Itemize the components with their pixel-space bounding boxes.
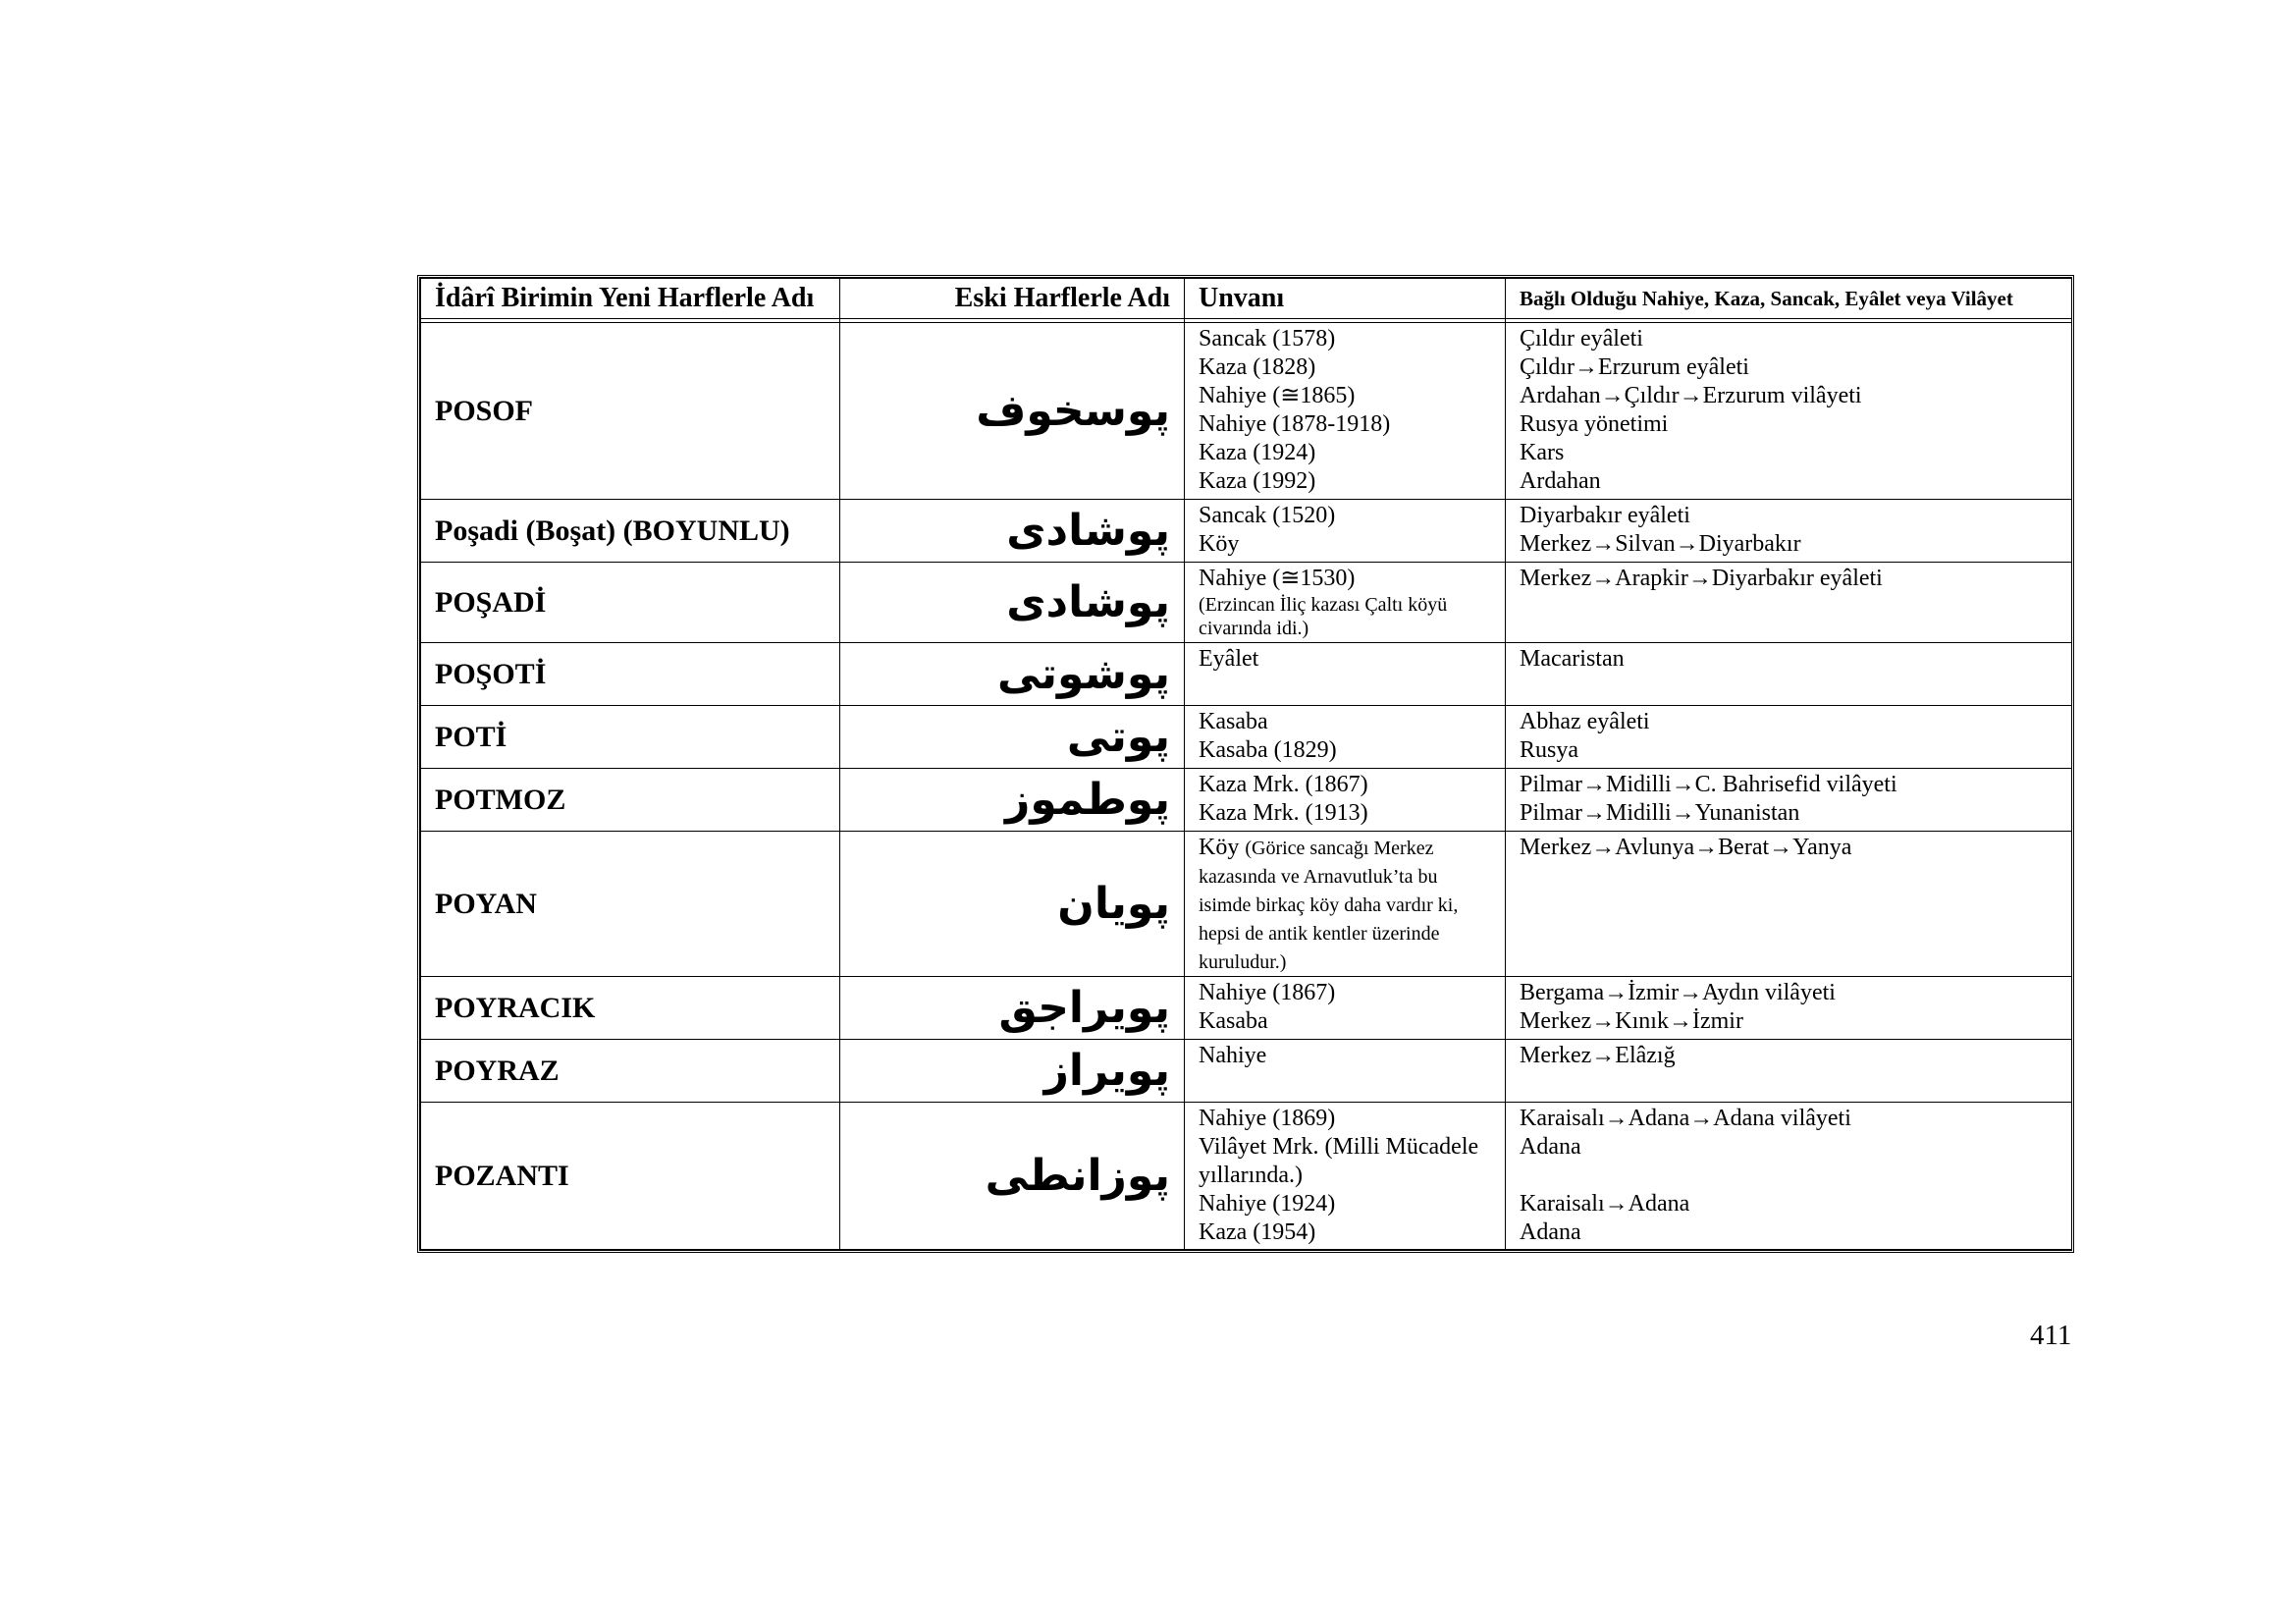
unit-title (1185, 769, 1506, 832)
table-row (421, 643, 2072, 706)
title-note: (Görice sancağı Merkez kazasında ve Arnavutluk’ta bu isimde birkaç köy daha vardır ki, hepsi de antik kentler üzerinde kuruludur.) (1199, 838, 1459, 973)
unit-title (1185, 706, 1506, 769)
belongs-line: Pilmar→Midilli→Yunanistan (1520, 800, 1800, 826)
table-row (421, 706, 2072, 769)
unit-name: POYRACIK (421, 977, 840, 1040)
belongs-line: Ardahan (1520, 468, 1601, 494)
table-row (421, 1103, 2072, 1250)
unit-name-ottoman: پويان (840, 832, 1185, 977)
title-line: Kaza (1992) (1199, 468, 1316, 494)
belongs-line: Ardahan→Çıldır→Erzurum vilâyeti (1520, 383, 1862, 408)
belongs-line: Adana (1520, 1134, 1581, 1160)
unit-name: POYAN (421, 832, 840, 977)
belongs-line: Abhaz eyâleti (1520, 709, 1650, 734)
title-line: Kaza (1828) (1199, 354, 1316, 380)
unit-name: POŞOTİ (421, 643, 840, 706)
unit-name: POTİ (421, 706, 840, 769)
unit-belongs-to (1506, 643, 2072, 706)
unit-name-ottoman: پوزانطى (840, 1103, 1185, 1250)
unit-belongs-to (1506, 769, 2072, 832)
table-row (421, 563, 2072, 643)
title-line: Eyâlet (1199, 646, 1259, 672)
unit-name: POTMOZ (421, 769, 840, 832)
unit-name: POZANTI (421, 1103, 840, 1250)
unit-belongs-to (1506, 1040, 2072, 1103)
unit-name-ottoman: پوطموز (840, 769, 1185, 832)
title-line: Nahiye (≅1865) (1199, 383, 1356, 408)
table-header (421, 279, 2072, 319)
belongs-line: Bergama→İzmir→Aydın vilâyeti (1520, 980, 1836, 1005)
title-line: Kasaba (1199, 1008, 1268, 1034)
belongs-line: Rusya yönetimi (1520, 411, 1669, 437)
unit-title (1185, 977, 1506, 1040)
title-line: Nahiye (≅1530) (1199, 566, 1356, 591)
title-line: Nahiye (1199, 1043, 1267, 1068)
belongs-line: Çıldır→Erzurum eyâleti (1520, 354, 1749, 380)
unit-title (1185, 500, 1506, 563)
unit-name: POYRAZ (421, 1040, 840, 1103)
unit-title (1185, 1103, 1506, 1250)
unit-title (1185, 323, 1506, 500)
unit-name-ottoman: پوتى (840, 706, 1185, 769)
unit-name-ottoman: پوشادى (840, 563, 1185, 643)
title-line: Kaza Mrk. (1913) (1199, 800, 1368, 826)
table-row (421, 832, 2072, 977)
belongs-line: Karaisalı→Adana→Adana vilâyeti (1520, 1106, 1851, 1131)
unit-title (1185, 832, 1506, 977)
belongs-line: Pilmar→Midilli→C. Bahrisefid vilâyeti (1520, 772, 1897, 797)
title-line: Kasaba (1829) (1199, 737, 1337, 763)
unit-name: POŞADİ (421, 563, 840, 643)
title-note: (Erzincan İliç kazası Çaltı köyü civarında idi.) (1199, 594, 1448, 639)
belongs-line: Kars (1520, 440, 1565, 465)
header-old-name: Eski Harflerle Adı (840, 279, 1185, 319)
page-number: 411 (2030, 1320, 2072, 1351)
unit-name-ottoman: پوشادى (840, 500, 1185, 563)
title-line: Sancak (1520) (1199, 503, 1336, 528)
unit-title (1185, 563, 1506, 643)
belongs-line: Çıldır eyâleti (1520, 326, 1643, 352)
belongs-line: Macaristan (1520, 646, 1625, 672)
title-line: Nahiye (1869) (1199, 1106, 1336, 1131)
belongs-line: Merkez→Arapkir→Diyarbakır eyâleti (1520, 566, 1883, 591)
table-row (421, 323, 2072, 500)
belongs-line: Diyarbakır eyâleti (1520, 503, 1690, 528)
unit-belongs-to (1506, 977, 2072, 1040)
table-row (421, 977, 2072, 1040)
table-row (421, 500, 2072, 563)
table-row (421, 1040, 2072, 1103)
belongs-line: Merkez→Silvan→Diyarbakır (1520, 531, 1801, 557)
belongs-line: Adana (1520, 1219, 1581, 1245)
title-line: Kaza Mrk. (1867) (1199, 772, 1368, 797)
unit-name-ottoman: پوسخوف (840, 323, 1185, 500)
unit-title (1185, 643, 1506, 706)
header-new-name: İdârî Birimin Yeni Harflerle Adı (421, 279, 840, 319)
gazetteer-table (417, 275, 2074, 1253)
belongs-line (1520, 1162, 2057, 1190)
title-line: Kaza (1954) (1199, 1219, 1316, 1245)
table-row (421, 769, 2072, 832)
title-line: Nahiye (1924) (1199, 1191, 1336, 1217)
belongs-line: Karaisalı→Adana (1520, 1191, 1690, 1217)
belongs-line: Merkez→Kınık→İzmir (1520, 1008, 1743, 1034)
title-line: Nahiye (1878-1918) (1199, 411, 1391, 437)
unit-name: Poşadi (Boşat) (BOYUNLU) (421, 500, 840, 563)
title-line: Sancak (1578) (1199, 326, 1336, 352)
unit-name-ottoman: پوشوتى (840, 643, 1185, 706)
unit-belongs-to (1506, 500, 2072, 563)
title-line: Vilâyet Mrk. (Milli Mücadele yıllarında.) (1199, 1134, 1479, 1188)
belongs-line: Rusya (1520, 737, 1578, 763)
unit-title (1185, 1040, 1506, 1103)
title-line: Kaza (1924) (1199, 440, 1316, 465)
unit-name-ottoman: پويراجق (840, 977, 1185, 1040)
header-belongs: Bağlı Olduğu Nahiye, Kaza, Sancak, Eyâlet veya Vilâyet (1506, 279, 2072, 319)
unit-name-ottoman: پويراز (840, 1040, 1185, 1103)
title-line: Köy (1199, 531, 1240, 557)
unit-belongs-to (1506, 563, 2072, 643)
unit-belongs-to (1506, 323, 2072, 500)
unit-belongs-to (1506, 706, 2072, 769)
belongs-line: Merkez→Elâzığ (1520, 1043, 1676, 1068)
title-line: Köy (1199, 835, 1240, 860)
unit-name: POSOF (421, 323, 840, 500)
header-title: Unvanı (1185, 279, 1506, 319)
belongs-line: Merkez→Avlunya→Berat→Yanya (1520, 835, 1852, 860)
unit-belongs-to (1506, 1103, 2072, 1250)
title-line: Nahiye (1867) (1199, 980, 1336, 1005)
title-line: Kasaba (1199, 709, 1268, 734)
unit-belongs-to (1506, 832, 2072, 977)
